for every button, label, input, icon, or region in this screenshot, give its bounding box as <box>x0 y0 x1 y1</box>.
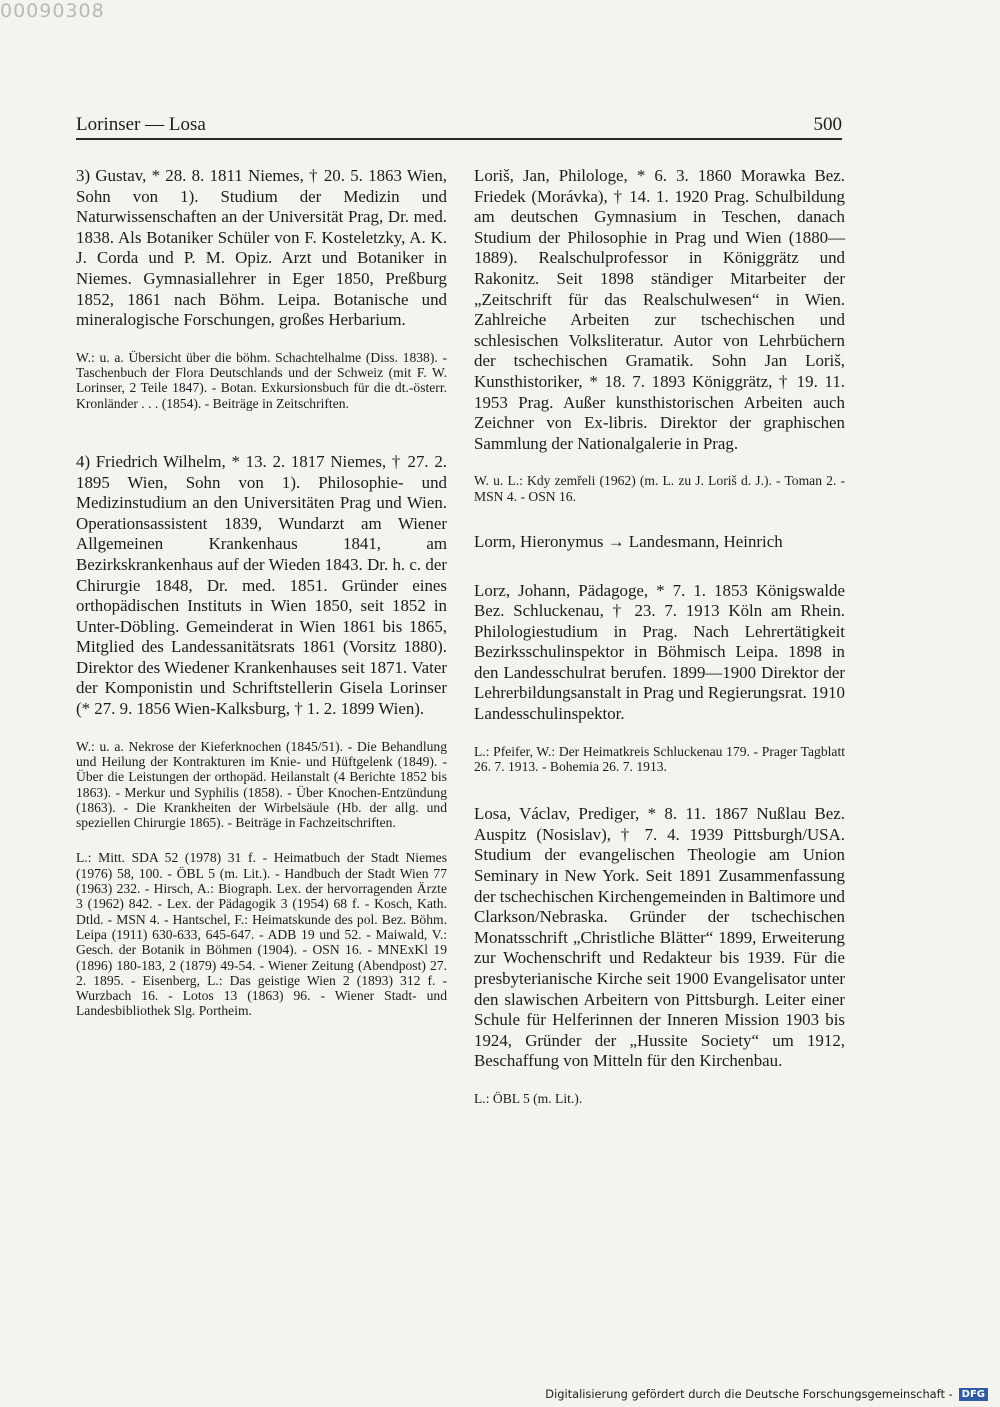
entry-friedrich-wilhelm-literature: L.: Mitt. SDA 52 (1978) 31 f. - Heimatbuch der Stadt Niemes (1976) 58, 100. - ÖBL 5 (m. Lit.). - Handbuch der Stadt Wien 77 (1963) 232. - Hirsch, A.: Biograph. Lex. der hervorragenden Ärzte 3 (1962) 842. - Lex. der Pädagogik 3 (1954) 68 f. - Kosch, Kath. Dtld. - MSN 4. - Hantschel, F.: Heimatskunde des pol. Bez. Böhm. Leipa (1911) 630-633, 645-647. - ADB 19 und 52. - Maiwald, V.: Gesch. der Botanik in Böhmen (1904). - OSN 16. - MNExKl 19 (1896) 180-183, 2 (1879) 49-54. - Wiener Zeitung (Abendpost) 27. 2. 1895. - Eisenberg, L.: Das geistige Wien 2 (1893) 312 f. - Wurzbach 16. - Lotos 13 (1863) 96. - Wiener Stadt- und Landesbibliothek Slg. Portheim. <box>76 850 447 1019</box>
entry-friedrich-wilhelm-works: W.: u. a. Nekrose der Kieferknochen (1845/51). - Die Behandlung und Heilung der Kontrakturen im Knie- und Hüftgelenk (1849). - Über die Leistungen der orthopäd. Heilanstalt (4 Berichte 1852 bis 1863). - Merkur und Syphilis (1858). - Über Knochen-Entzündung (1863). - Die Krankheiten der Wirbelsäule (Hb. der allg. und speziellen Chirurgie 1865). - Beiträge in Fachzeitschriften. <box>76 738 447 831</box>
left-column <box>76 166 447 1019</box>
entry-gustav-works: W.: u. a. Übersicht über die böhm. Schachtelhalme (Diss. 1838). - Taschenbuch der Flora Deutschlands und der Schweiz (mit F. W. Lorinser, 2 Teile 1847). - Botan. Exkursionsbuch für die dt.-österr. Kronländer . . . (1854). - Beiträge in Zeitschriften. <box>76 349 447 411</box>
entry-friedrich-wilhelm: 4) Friedrich Wilhelm, * 13. 2. 1817 Niemes, † 27. 2. 1895 Wien, Sohn von 1). Philosophie- und Medizinstudium an den Universitäten Prag und Wien. Operationsassistent 1839, Wundarzt am Wiener Allgemeinen Krankenhaus 1841, am Bezirkskrankenhaus auf der Wieden 1843. Dr. h. c. der Chirurgie 1848, Dr. med. 1851. Gründer eines orthopädischen Instituts in Wien 1850, seit 1852 in Unter-Döbling. Gemeinderat in Wien 1861 bis 1865, Mitglied des Landessanitätsrats 1861 (Vorsitz 1880). Direktor des Wiedener Krankenhauses seit 1871. Vater der Komponistin und Schriftstellerin Gisela Lorinser (* 27. 9. 1856 Wien-Kalksburg, † 1. 2. 1899 Wien). <box>76 451 447 719</box>
entry-lorz: Lorz, Johann, Pädagoge, * 7. 1. 1853 Königswalde Bez. Schluckenau, † 23. 7. 1913 Köln am Rhein. Philologiestudium in Prag. Nach Lehrertätigkeit Bezirksschulinspektor in Böhmisch Leipa. 1898 in den Landesschulrat berufen. 1899—1900 Direktor der Lehrerbildungsanstalt in Prag und Regierungsrat. 1910 Landesschulinspektor. <box>474 580 845 724</box>
scan-stamp: 00090308 <box>0 0 105 22</box>
header-rule <box>76 138 842 140</box>
footer-text: Digitalisierung gefördert durch die Deutsche Forschungsgemeinschaft - <box>545 1387 953 1401</box>
running-header <box>76 114 842 136</box>
entry-losa-literature: L.: ÖBL 5 (m. Lit.). <box>474 1090 583 1106</box>
entry-gustav: 3) Gustav, * 28. 8. 1811 Niemes, † 20. 5. 1863 Wien, Sohn von 1). Studium der Medizin und Naturwissenschaften an der Universität Prag, Dr. med. 1838. Als Botaniker Schüler von F. Kosteletzky, A. K. J. Corda und P. M. Opiz. Arzt und Botaniker in Niemes. Gymnasiallehrer in Eger 1850, Preßburg 1852, 1861 nach Böhm. Leipa. Botanische und mineralogische Forschungen, großes Herbarium. <box>76 166 447 330</box>
entry-losa: Losa, Václav, Prediger, * 8. 11. 1867 Nußlau Bez. Auspitz (Nosislav), † 7. 4. 1939 Pittsburgh/USA. Studium der evangelischen Theologie am Union Seminary in New York. Seit 1891 Zusammenfassung der tschechischen Kirchengemeinden in Baltimore und Clarkson/Nebraska. Gründer der tschechischen Monatsschrift „Christliche Blätter“ 1899, Erweiterung zur Wochenschrift und Redakteur bis 1939. Für die presbyterianische Kirche seit 1900 Evangelisator unter den slawischen Arbeitern von Pittsburgh. Leiter einer Schule für Helferinnen der Inneren Mission 1903 bis 1924, Gründer der „Hussite Society“ um 1912, Beschaffung von Mitteln für den Kirchenbau. <box>474 804 846 1071</box>
entry-lorm: Lorm, Hieronymus → Landesmann, Heinrich <box>474 531 783 551</box>
entry-loris: Loriš, Jan, Philologe, * 6. 3. 1860 Morawka Bez. Friedek (Morávka), † 14. 1. 1920 Prag. Schulbildung am deutschen Gymnasium in Teschen, danach Studium der Philosophie in Prag und Wien (1880—1889). Realschulprofessor in Königgrätz und Rakonitz. Seit 1898 ständiger Mitarbeiter der „Zeitschrift für das Realschulwesen“ in Wien. Zahlreiche Arbeiten zur tschechischen und schlesischen Volksliteratur. Autor von Lehrbüchern der tschechischen Gramatik. Sohn Jan Loriš, Kunsthistoriker, * 18. 7. 1893 Königgrätz, † 19. 11. 1953 Prag. Außer kunsthistorischen Arbeiten auch Zeichner von Ex-libris. Direktor der graphischen Sammlung der Nationalgalerie in Prag. <box>474 166 845 453</box>
header-title: Lorinser — Losa <box>76 114 206 135</box>
page-number: 500 <box>813 114 842 135</box>
right-column <box>474 166 845 1106</box>
digitization-footer <box>545 1387 988 1401</box>
entry-loris-works: W. u. L.: Kdy zemřeli (1962) (m. L. zu J. Loriš d. J.). - Toman 2. - MSN 4. - OSN 16. <box>474 473 845 504</box>
dfg-logo-icon: DFG <box>959 1388 988 1401</box>
entry-lorz-literature: L.: Pfeifer, W.: Der Heimatkreis Schluckenau 179. - Prager Tagblatt 26. 7. 1913. - Bohemia 26. 7. 1913. <box>474 743 845 774</box>
